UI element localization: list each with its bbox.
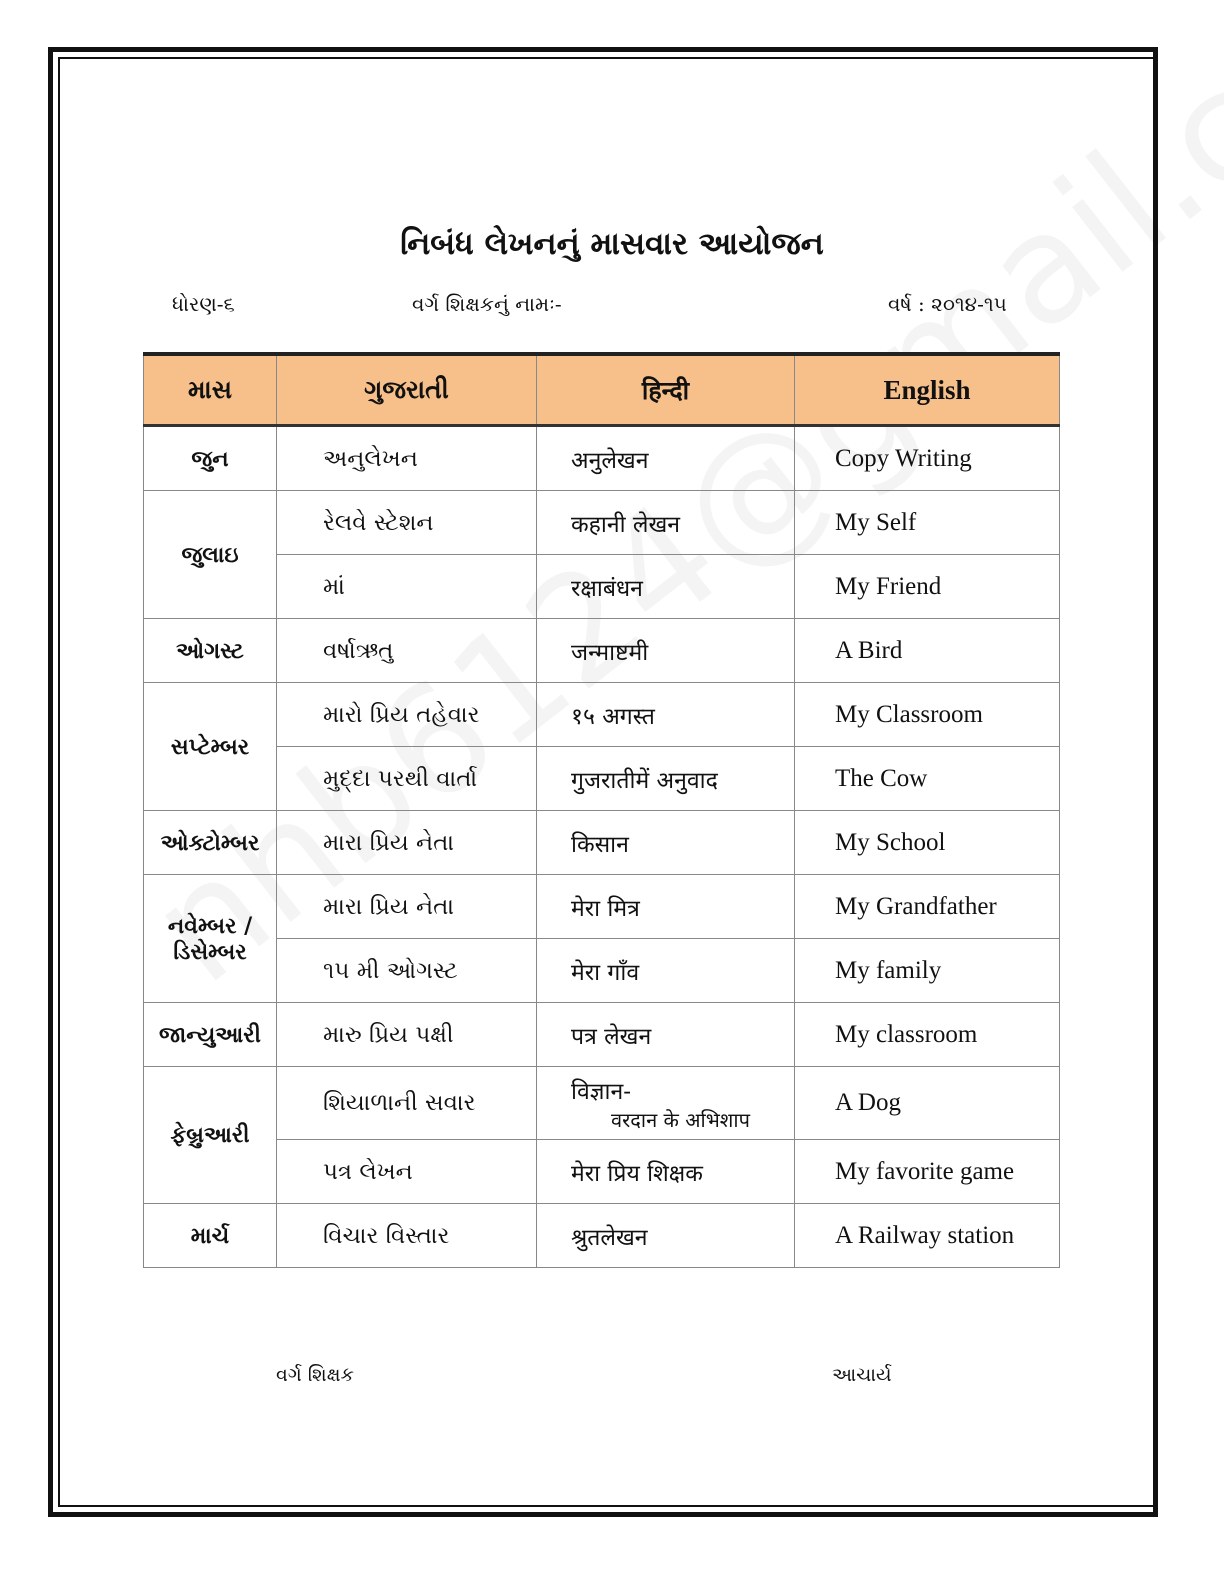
table-row <box>144 1067 1060 1140</box>
month-cell: માર્ચ <box>144 1204 277 1268</box>
english-cell: My family <box>795 939 1060 1003</box>
hindi-cell: गुजरातीमें अनुवाद <box>537 747 795 811</box>
table-header-row <box>144 354 1060 426</box>
gujarati-cell: પત્ર લેખન <box>277 1140 537 1204</box>
year-label: વર્ષ : ૨૦૧૪-૧૫ <box>888 292 1007 316</box>
gujarati-cell: વિચાર વિસ્તાર <box>277 1204 537 1268</box>
standard-label: ધોરણ-૬ <box>172 292 235 316</box>
english-cell: My Grandfather <box>795 875 1060 939</box>
gujarati-cell: રેલવે સ્ટેશન <box>277 491 537 555</box>
hindi-cell: श्रुतलेखन <box>537 1204 795 1268</box>
hindi-cell: अनुलेखन <box>537 426 795 491</box>
hindi-cell: किसान <box>537 811 795 875</box>
table-row <box>144 875 1060 939</box>
english-cell: Copy Writing <box>795 426 1060 491</box>
hindi-cell: जन्माष्टमी <box>537 619 795 683</box>
month-cell: જુલાઇ <box>144 491 277 619</box>
hindi-cell: मेरा गाँव <box>537 939 795 1003</box>
month-cell: ઓગસ્ટ <box>144 619 277 683</box>
hindi-cell: १५ अगस्त <box>537 683 795 747</box>
english-cell: My classroom <box>795 1003 1060 1067</box>
gujarati-cell: મારુ પ્રિય પક્ષી <box>277 1003 537 1067</box>
gujarati-cell: મુદ્દા પરથી વાર્તા <box>277 747 537 811</box>
principal-signature-label: આચાર્ય <box>832 1364 892 1386</box>
gujarati-cell: માં <box>277 555 537 619</box>
class-teacher-signature-label: વર્ગ શિક્ષક <box>276 1364 354 1386</box>
hindi-cell-line2: वरदान के अभिशाप <box>611 1107 750 1132</box>
gujarati-cell: મારા પ્રિય નેતા <box>277 811 537 875</box>
header-gujarati: ગુજરાતી <box>277 354 537 426</box>
header-english: English <box>795 354 1060 426</box>
gujarati-cell: અનુલેખન <box>277 426 537 491</box>
hindi-cell: रक्षाबंधन <box>537 555 795 619</box>
gujarati-cell: શિયાળાની સવાર <box>277 1067 537 1140</box>
english-cell: My School <box>795 811 1060 875</box>
table-row <box>144 939 1060 1003</box>
month-cell: ઓક્ટોમ્બર <box>144 811 277 875</box>
english-cell: A Bird <box>795 619 1060 683</box>
table-row <box>144 426 1060 491</box>
table-row <box>144 619 1060 683</box>
gujarati-cell: ૧૫ મી ઓગસ્ટ <box>277 939 537 1003</box>
english-cell: My Self <box>795 491 1060 555</box>
month-cell: જુન <box>144 426 277 491</box>
month-cell: ફેબ્રુઆરી <box>144 1067 277 1204</box>
essay-plan-table <box>143 352 1060 1268</box>
table-row <box>144 555 1060 619</box>
table-row <box>144 683 1060 747</box>
english-cell: My Friend <box>795 555 1060 619</box>
english-cell: A Railway station <box>795 1204 1060 1268</box>
header-month: માસ <box>144 354 277 426</box>
english-cell: A Dog <box>795 1067 1060 1140</box>
hindi-cell: मेरा मित्र <box>537 875 795 939</box>
english-cell: The Cow <box>795 747 1060 811</box>
table-row <box>144 1003 1060 1067</box>
page-title: નિબંધ લેખનનું માસવાર આયોજન <box>400 226 824 262</box>
teacher-name-label: વર્ગ શિક્ષકનું નામઃ- <box>412 292 562 316</box>
month-cell: સપ્ટેમ્બર <box>144 683 277 811</box>
english-cell: My Classroom <box>795 683 1060 747</box>
hindi-cell: कहानी लेखन <box>537 491 795 555</box>
table-row <box>144 1140 1060 1204</box>
table-row <box>144 1204 1060 1268</box>
table-row <box>144 491 1060 555</box>
gujarati-cell: મારો પ્રિય તહેવાર <box>277 683 537 747</box>
gujarati-cell: વર્ષાઋતુ <box>277 619 537 683</box>
hindi-cell: मेरा प्रिय शिक्षक <box>537 1140 795 1204</box>
header-hindi: हिन्दी <box>537 354 795 426</box>
english-cell: My favorite game <box>795 1140 1060 1204</box>
month-cell: જાન્યુઆરી <box>144 1003 277 1067</box>
month-cell: નવેમ્બર / ડિસેમ્બર <box>144 875 277 1003</box>
hindi-cell <box>537 1067 795 1140</box>
gujarati-cell: મારા પ્રિય નેતા <box>277 875 537 939</box>
table-row <box>144 811 1060 875</box>
hindi-cell: पत्र लेखन <box>537 1003 795 1067</box>
table-row <box>144 747 1060 811</box>
hindi-cell-line1: विज्ञान- <box>571 1078 631 1105</box>
